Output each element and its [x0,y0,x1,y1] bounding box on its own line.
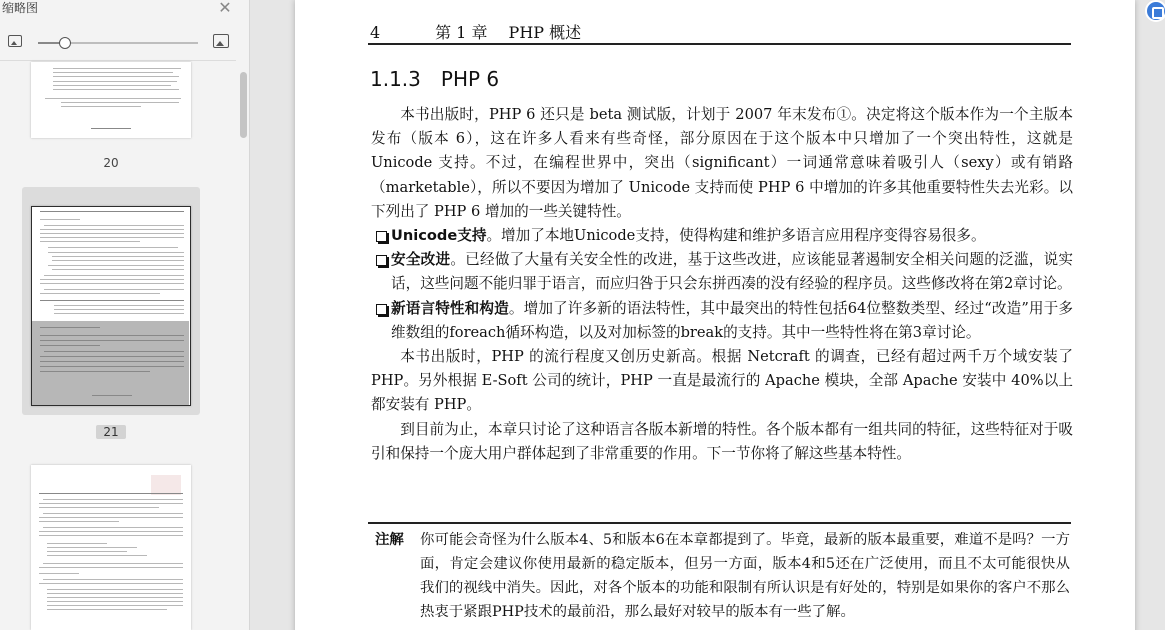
note-label: 注解 [375,532,404,548]
thumbnail-page-20 [31,62,191,138]
feature-name: 安全改进 [391,251,451,269]
zoom-in-image-icon[interactable] [213,34,229,48]
chapter-label: 第 1 章 [435,23,488,42]
sidebar-title: 缩略图 [2,1,39,15]
chapter-title: PHP 概述 [508,23,582,42]
watermark-logo [151,475,181,495]
paragraph-intro: 本书出版时，PHP 6 还只是 beta 测试版，计划于 2007 年末发布①。决定将这个版本作为一个主版本发布（版本 6），这在许多人看来有些奇怪，部分原因在于这个版本中只增加了一个突出特性，这就是 Unicode 支持。不过，在编程世界中，突出（significant）一词通常意味着吸引人（sexy）或有销路（marketable），所以不要因为增加了 Unicode 支持而使 PHP 6 中增加的许多其他重要特性失去光彩。以下列出了 PHP 6 增加的一些关键特性。 [371,106,1073,220]
section-title: PHP 6 [440,67,500,91]
paragraph-popularity: 本书出版时，PHP 的流行程度又创历史新高。根据 Netcraft 的调查，已经有超过两千万个域安装了 PHP。另外根据 E-Soft 公司的统计，PHP 一直是最流行的 Apache 模块，全部 Apache 安装中 40%以上都安装有 PHP。 [371,348,1073,414]
feature-item-unicode [371,224,1073,248]
body-text [371,103,1073,466]
running-head [370,20,581,43]
thumbnail-page-22 [31,465,191,630]
feature-name: Unicode支持 [391,227,487,245]
section-number: 1.1.3 [370,67,421,91]
feature-name: 新语言特性和构造 [391,299,509,317]
header-rule [368,43,1071,45]
thumbnail-sidebar [0,0,250,630]
zoom-slider[interactable] [38,42,198,44]
thumbnail-page-number-active: 21 [96,425,126,439]
feature-text: 。已经做了大量有关安全性的改进，基于这些改进，应该能显著遏制安全相关问题的泛滥，说实话，这些问题不能归罪于语言，而应归咎于只会东拼西凑的没有经验的程序员。这些修改将在第2章讨论。 [391,251,1073,293]
thumbnail-zoom-toolbar [0,30,250,56]
feature-list [371,224,1073,345]
zoom-slider-thumb[interactable] [59,37,71,49]
feature-item-security [371,248,1073,296]
thumbnail-page-number: 20 [103,156,119,170]
sidebar-divider [0,60,236,61]
note-box [375,528,1070,624]
feature-item-language [371,297,1073,345]
note-text: 你可能会奇怪为什么版本4、5和版本6在本章都提到了。毕竟，最新的版本最重要，难道不是吗？一方面，肯定会建议你使用最新的稳定版本，但另一方面，版本4和5还在广泛使用，而且不太可能很快从我们的视线中消失。因此，对各个版本的功能和限制有所认识是有好处的，特别是如果你的客户不那么热衷于紧跟PHP技术的最前沿，那么最好对较早的版本有一些了解。 [420,532,1070,620]
floating-assistant-icon[interactable] [1145,0,1165,22]
sidebar-scrollbar-thumb[interactable] [240,72,247,138]
zoom-out-image-icon[interactable] [8,35,22,47]
document-page [295,0,1135,630]
feature-text: 。增加了许多新的语法特性，其中最突出的特性包括64位整数类型、经过“改造”用于多维数组的foreach循环构造，以及对加标签的break的支持。其中一些特性将在第3章讨论。 [391,299,1073,341]
page-number: 4 [370,23,381,42]
close-icon[interactable]: ✕ [218,0,232,17]
sidebar-scrollbar[interactable] [238,62,248,630]
thumbnail-item-20[interactable] [22,62,200,182]
thumbnail-item-22[interactable] [22,458,200,630]
note-rule [368,522,1071,524]
sidebar-header [0,0,250,18]
paragraph-summary: 到目前为止，本章只讨论了这种语言各版本新增的特性。各个版本都有一组共同的特征，这些特征对于吸引和保持一个庞大用户群体起到了非常重要的作用。下一节你将了解这些基本特性。 [371,420,1073,462]
section-heading [370,67,499,91]
thumbnail-page-21 [31,206,191,406]
document-viewer[interactable] [250,0,1165,630]
feature-text: 。增加了本地Unicode支持，使得构建和维护多语言应用程序变得容易很多。 [486,227,986,245]
thumbnail-item-21[interactable] [22,187,200,439]
thumbnail-shaded-region [32,321,189,405]
